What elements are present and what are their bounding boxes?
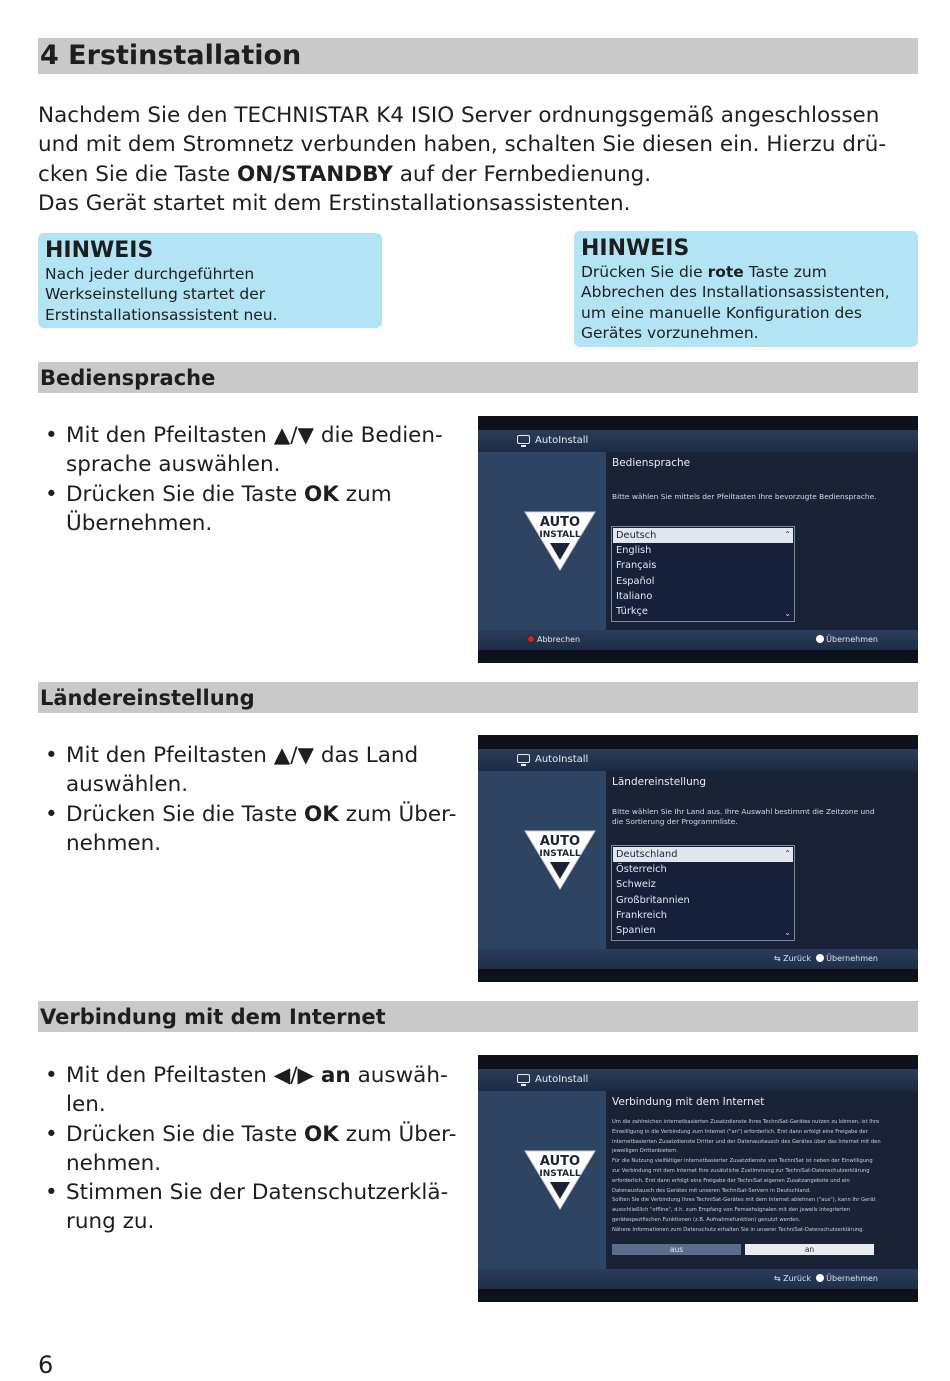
list-item[interactable]: English (616, 545, 652, 557)
scroll-down-icon: ⌄ (784, 609, 791, 618)
intro-text (38, 101, 918, 218)
list-item[interactable]: Deutsch (613, 528, 793, 543)
screen-header (478, 1069, 918, 1091)
note-text: Drücken Sie die rote Taste zum Abbrechen des Installationsassistenten, um eine manuelle Konfiguration des Gerätes vorzunehmen. (581, 263, 890, 342)
screen-header (478, 749, 918, 771)
svg-text:INSTALL: INSTALL (539, 849, 581, 859)
back-icon: ⇆ (773, 1274, 781, 1283)
auto-install-logo-icon (523, 828, 597, 892)
svg-text:AUTO: AUTO (539, 1154, 581, 1169)
list-item[interactable]: Großbritannien (616, 894, 690, 906)
toggle-on-button[interactable]: an (745, 1244, 874, 1255)
tv-icon (517, 754, 530, 763)
list-item[interactable]: Österreich (616, 864, 667, 876)
screen-footer: Abbrechen Übernehmen (478, 630, 918, 650)
instruction-list (38, 421, 468, 538)
country-list (611, 845, 795, 941)
ok-button-icon (816, 954, 824, 962)
note-title: HINWEIS (581, 236, 690, 261)
toggle-off-button[interactable]: aus (612, 1244, 741, 1255)
screen-description: Bitte wählen Sie mittels der Pfeiltasten Ihre bevorzugte Bediensprache. (612, 492, 877, 501)
language-list (611, 526, 795, 622)
section-heading-laendereinstellung: Ländereinstellung (38, 682, 918, 713)
screen-footer: ⇆ Zurück Übernehmen (478, 949, 918, 969)
svg-text:AUTO: AUTO (539, 515, 581, 530)
screen-title: Ländereinstellung (612, 776, 707, 788)
screenshot-internet (478, 1055, 918, 1302)
ok-button-icon (816, 1274, 824, 1282)
auto-install-logo-icon (523, 509, 597, 573)
red-button-icon (527, 635, 535, 643)
screen-header-title: AutoInstall (535, 435, 589, 446)
svg-text:INSTALL: INSTALL (539, 1169, 581, 1179)
list-item: • Drücken Sie die Taste OK zum Über- nehmen. (38, 800, 468, 859)
list-item[interactable]: Türkçe (616, 605, 648, 617)
ok-button-icon (816, 635, 824, 643)
tv-icon (517, 1074, 530, 1083)
screen-description: Bitte wählen Sie Ihr Land aus. Ihre Auswahl bestimmt die Zeitzone und die Sortierung der Programmliste. (612, 807, 875, 826)
chapter-title: 4 Erstinstallation (38, 38, 918, 74)
note-text: Nach jeder durchgeführten Werkseinstellung startet der Erstinstallationsassistent neu. (45, 265, 278, 324)
screen-title: Bediensprache (612, 457, 691, 469)
intro-paragraph-2: Das Gerät startet mit dem Erstinstallationsassistenten. (38, 190, 631, 216)
svg-text:AUTO: AUTO (539, 834, 581, 849)
scroll-up-icon: ⌃ (784, 530, 791, 539)
intro-paragraph-1: Nachdem Sie den TECHNISTAR K4 ISIO Server ordnungsgemäß angeschlossen und mit dem Stromnetz verbunden haben, schalten Sie diesen ein. Hierzu drü- cken Sie die Taste ON/STANDBY auf der Fernbedienung. (38, 103, 887, 187)
list-item: • Stimmen Sie der Datenschutzerklä- rung zu. (38, 1178, 468, 1237)
screen-footer: ⇆ Zurück Übernehmen (478, 1269, 918, 1289)
note-box-right (574, 231, 918, 347)
list-item[interactable]: Français (616, 560, 657, 572)
list-item: • Mit den Pfeiltasten ◀/▶ an auswäh- len. (38, 1061, 468, 1120)
list-item[interactable]: Frankreich (616, 909, 667, 921)
screen-title: Verbindung mit dem Internet (612, 1096, 765, 1108)
list-item[interactable]: Schweiz (616, 879, 656, 891)
list-item[interactable]: Spanien (616, 924, 656, 936)
list-item: • Mit den Pfeiltasten ▲/▼ das Land auswählen. (38, 741, 468, 800)
instruction-list (38, 741, 468, 858)
scroll-up-icon: ⌃ (784, 849, 791, 858)
privacy-text: Um die zahlreichen internetbasierten Zusatzdienste Ihres TechniSat-Gerätes nutzen zu können, ist Ihre Einwilligung in die Verbindung zum Internet ("an") erforderlich. Erst dann erfolgt eine Freigabe der internetbasierten Zusatzdienste Dritter und der Datenaustausch des Gerätes über das Internet mit den jeweiligen Drittanbietern. Für die Nutzung vielfältiger internetbasierter Zusatzdienste von TechniSat ist neben der Einwilligung zur Verbindung mit dem Internet Ihre zusätzliche Zustimmung zur TechniSat-Datenschutzerklärung erforderlich. Erst dann erfolgt eine Freigabe der TechniSat eigenen Zusatzangebote und ein Datenaustausch des Gerätes mit unseren TechniSat-Servern in Deutschland. Sollten Sie die Verbindung Ihres TechniSat-Gerätes mit dem Internet ablehnen ("aus"), kann Ihr Gerät ausschließlich "offline", d.h. zum Empfang von Fernsehsignalen mit den jeweils integrierten gerätespezifischen Funktionen (z.B. Aufnahmefunktion) genutzt werden. Nähere Informationen zum Datenschutz erhalten Sie in unserer TechniSat-Datenschutzerklärung. (612, 1119, 881, 1233)
auto-install-logo-icon (523, 1148, 597, 1212)
section-heading-bediensprache: Bediensprache (38, 362, 918, 393)
list-item[interactable]: Deutschland (613, 847, 793, 862)
list-item: • Mit den Pfeiltasten ▲/▼ die Bedien- sprache auswählen. (38, 421, 468, 480)
list-item[interactable]: Español (616, 575, 655, 587)
section-heading-internet: Verbindung mit dem Internet (38, 1001, 918, 1032)
tv-icon (517, 435, 530, 444)
screen-header-title: AutoInstall (535, 754, 589, 765)
back-icon: ⇆ (773, 954, 781, 963)
list-item: • Drücken Sie die Taste OK zum Übernehmen. (38, 480, 468, 539)
list-item[interactable]: Italiano (616, 590, 653, 602)
screenshot-laendereinstellung (478, 735, 918, 982)
note-box-left (38, 233, 382, 328)
screen-header (478, 430, 918, 452)
instruction-list (38, 1061, 468, 1237)
svg-text:INSTALL: INSTALL (539, 530, 581, 540)
screen-header-title: AutoInstall (535, 1074, 589, 1085)
screenshot-bediensprache (478, 416, 918, 663)
note-title: HINWEIS (45, 238, 154, 263)
page-number: 6 (38, 1351, 54, 1379)
scroll-down-icon: ⌄ (784, 928, 791, 937)
list-item: • Drücken Sie die Taste OK zum Über- nehmen. (38, 1120, 468, 1179)
